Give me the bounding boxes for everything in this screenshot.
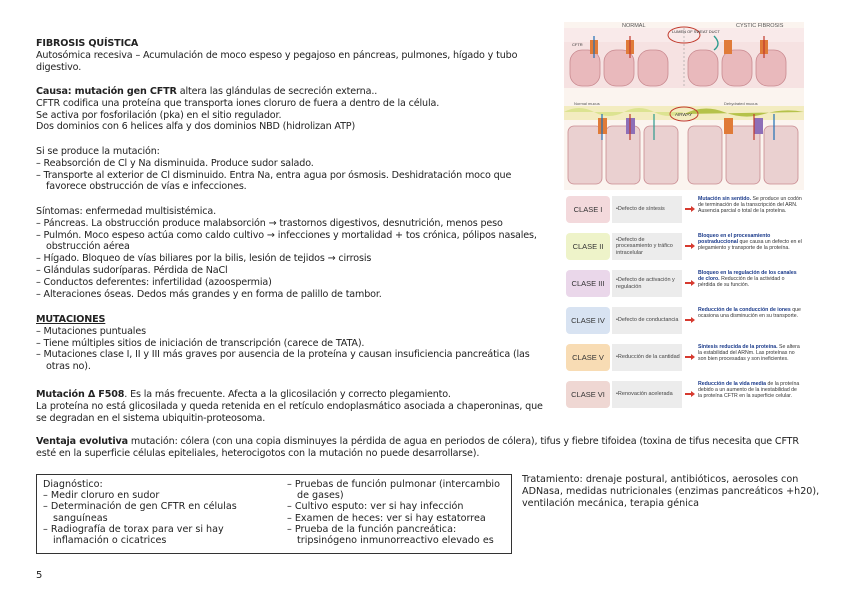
class-desc-bold: Reducción de la vida media	[698, 381, 767, 387]
causa-line: Se activa por fosforilación (pka) en el sitio regulador.	[36, 109, 282, 121]
class-description	[698, 233, 802, 262]
class-description	[698, 270, 802, 299]
airway-label: AIRWAY	[675, 112, 693, 117]
f508-section	[36, 389, 551, 424]
diagnosis-box	[36, 474, 512, 554]
class-desc-bold: Reducción de la conducción de iones	[698, 307, 791, 313]
class-mechanism: •Renovación acelerada	[612, 381, 682, 408]
cftr-diagram-svg	[564, 22, 804, 190]
class-mechanism: •Defecto de activación y regulación	[612, 270, 682, 297]
intro-text: Autosómica recesiva – Acumulación de moco espeso y pegajoso en páncreas, pulmones, hígado y tubo digestivo.	[36, 49, 518, 73]
evolutionary-advantage-section	[36, 436, 812, 460]
class-label: CLASE III	[566, 270, 610, 297]
class-description	[698, 307, 802, 336]
list-item: – Páncreas. La obstrucción produce malabsorción → trastornos digestivos, desnutrición, menos peso	[36, 218, 541, 230]
class-desc-bold: Síntesis reducida de la proteína.	[698, 344, 778, 350]
normal-label: NORMAL	[622, 23, 646, 29]
list-item: – Pulmón. Moco espeso actúa como caldo cultivo → infecciones y mortalidad + tos crónica, pólipos nasales, obstrucción aérea	[36, 230, 541, 254]
list-item: – Mutaciones puntuales	[36, 326, 541, 338]
class-label: CLASE V	[566, 344, 610, 371]
class-desc-text: Se produce un codón de terminación de la transcripción del ARN. Ausencia parcial o total de la proteína.	[698, 196, 802, 215]
class-label: CLASE II	[566, 233, 610, 260]
class-desc-bold: Bloqueo en el procesamiento postraduccional	[698, 233, 771, 246]
class-label: CLASE VI	[566, 381, 610, 408]
class-desc-bold: Bloqueo en la regulación de los canales de cloro.	[698, 270, 797, 283]
cftr-diagram	[564, 22, 804, 190]
page-title: FIBROSIS QUÍSTICA	[36, 38, 139, 49]
list-item: – Transporte al exterior de Cl disminuido. Entra Na, entra agua por ósmosis. Deshidratación moco que favorece obstrucción de vías e infecciones.	[36, 170, 546, 194]
cystic-label: CYSTIC FIBROSIS	[736, 23, 784, 29]
list-item: – Examen de heces: ver si hay estatorrea	[287, 513, 509, 524]
list-item: – Prueba de la función pancreática: tripsinógeno inmunorreactivo elevado es	[287, 524, 509, 546]
class-description	[698, 344, 802, 373]
class-desc-text: que causa un defecto en el plegamiento y transporte de la proteína.	[698, 239, 802, 252]
class-desc-text: que ocasiona una disminución en su transporte.	[698, 307, 801, 320]
table-row	[564, 268, 804, 299]
class-desc-text: Reducción de la actividad o pérdida de su función.	[698, 276, 785, 289]
class-description	[698, 196, 802, 225]
list-item: – Mutaciones clase I, II y III más graves por ausencia de la proteína y causan insuficiencia pancreática (las otras no).	[36, 349, 541, 373]
causa-line: CFTR codifica una proteína que transporta iones cloruro de fuera a dentro de la célula.	[36, 97, 440, 109]
list-item: – Medir cloruro en sudor	[43, 490, 275, 501]
diagnosis-heading: Diagnóstico:	[43, 479, 103, 490]
cftr-label: CFTR	[572, 42, 583, 47]
list-item: – Glándulas sudoríparas. Pérdida de NaCl	[36, 265, 541, 277]
class-mechanism: •Reducción de la cantidad	[612, 344, 682, 371]
list-item: – Hígado. Bloqueo de vías biliares por la bilis, lesión de tejidos → cirrosis	[36, 253, 541, 265]
arrow-right-icon	[685, 354, 695, 360]
list-item: – Radiografía de torax para ver si hay inflamación o cicatrices	[43, 524, 275, 546]
class-mechanism: •Defecto de síntesis	[612, 196, 682, 223]
arrow-right-icon	[685, 206, 695, 212]
class-desc-text: de la proteína debido a un aumento de la inestabilidad de la proteína CFTR en la superficie celular.	[698, 381, 800, 400]
f508-text: . Es la más frecuente. Afecta a la glicosilación y correcto plegamiento.	[124, 389, 451, 400]
treatment-text: Tratamiento: drenaje postural, antibióticos, aerosoles con ADNasa, medidas nutricionales (enzimas pancreáticos +h20), ventilación mecánica, terapia génica	[522, 474, 820, 509]
diagnosis-col-2	[287, 479, 509, 546]
table-row	[564, 231, 804, 262]
list-item: – Determinación de gen CFTR en células sanguíneas	[43, 501, 275, 523]
f508-line2: La proteína no está glicosilada y queda retenida en el retículo endoplasmático asociada a chaperoninas, que se degradan en el sistema ubiquitin-proteosoma.	[36, 400, 543, 424]
arrow-right-icon	[685, 243, 695, 249]
f508-label: Mutación Δ F508	[36, 389, 125, 400]
class-desc-text: Se altera la estabilidad del ARNm. Las proteínas no son bien procesadas y son ineficientes.	[698, 344, 800, 363]
causa-line: Dos dominios con 6 helices alfa y dos dominios NBD (hidrolizan ATP)	[36, 121, 356, 133]
symptoms-heading: Síntomas: enfermedad multisistémica.	[36, 206, 217, 217]
causa-text: altera las glándulas de secreción externa..	[176, 86, 378, 97]
causa-section	[36, 86, 556, 133]
ventaja-text: mutación: cólera (con una copia disminuyes la pérdida de agua en periodos de cólera), tifus y fiebre tifoidea (toxina de tifus necesita que CFTR esté en la superficie células epiteliales, heterocigotos con la mutación no puede desarrollarse).	[36, 436, 799, 459]
intro-section	[36, 38, 556, 73]
arrow-right-icon	[685, 391, 695, 397]
table-row	[564, 194, 804, 225]
mucus-normal-label: Normal mucus	[574, 101, 600, 106]
table-row	[564, 342, 804, 373]
ventaja-label: Ventaja evolutiva	[36, 436, 128, 447]
diagnosis-col-1	[43, 479, 275, 546]
mutations-section	[36, 314, 541, 373]
causa-label: Causa: mutación gen CFTR	[36, 86, 177, 97]
arrow-right-icon	[685, 280, 695, 286]
list-item: – Pruebas de función pulmonar (intercambio de gases)	[287, 479, 509, 501]
table-row	[564, 379, 804, 410]
lumen-label: LUMEN OF SWEAT DUCT	[672, 29, 720, 34]
list-item: – Reabsorción de Cl y Na disminuida. Produce sudor salado.	[36, 158, 546, 170]
symptoms-section	[36, 206, 541, 300]
class-mechanism: •Defecto de conductancia	[612, 307, 682, 334]
mutation-effects-section	[36, 146, 546, 193]
class-desc-bold: Mutación sin sentido.	[698, 196, 752, 202]
arrow-right-icon	[685, 317, 695, 323]
mutations-heading: MUTACIONES	[36, 314, 106, 325]
class-label: CLASE I	[566, 196, 610, 223]
class-mechanism: •Defecto de procesamiento y tráfico intracelular	[612, 233, 682, 260]
list-item: – Cultivo esputo: ver si hay infección	[287, 501, 509, 512]
class-description	[698, 381, 802, 410]
list-item: – Tiene múltiples sitios de iniciación de transcripción (carece de TATA).	[36, 338, 541, 350]
mutation-classes-table	[564, 194, 804, 424]
list-item: – Alteraciones óseas. Dedos más grandes y en forma de palillo de tambor.	[36, 289, 541, 301]
page-number: 5	[36, 570, 43, 581]
mucus-cf-label: Dehydrated mucus	[724, 101, 758, 106]
mutation-effects-heading: Si se produce la mutación:	[36, 146, 160, 157]
table-row	[564, 305, 804, 336]
class-label: CLASE IV	[566, 307, 610, 334]
list-item: – Conductos deferentes: infertilidad (azoospermia)	[36, 277, 541, 289]
